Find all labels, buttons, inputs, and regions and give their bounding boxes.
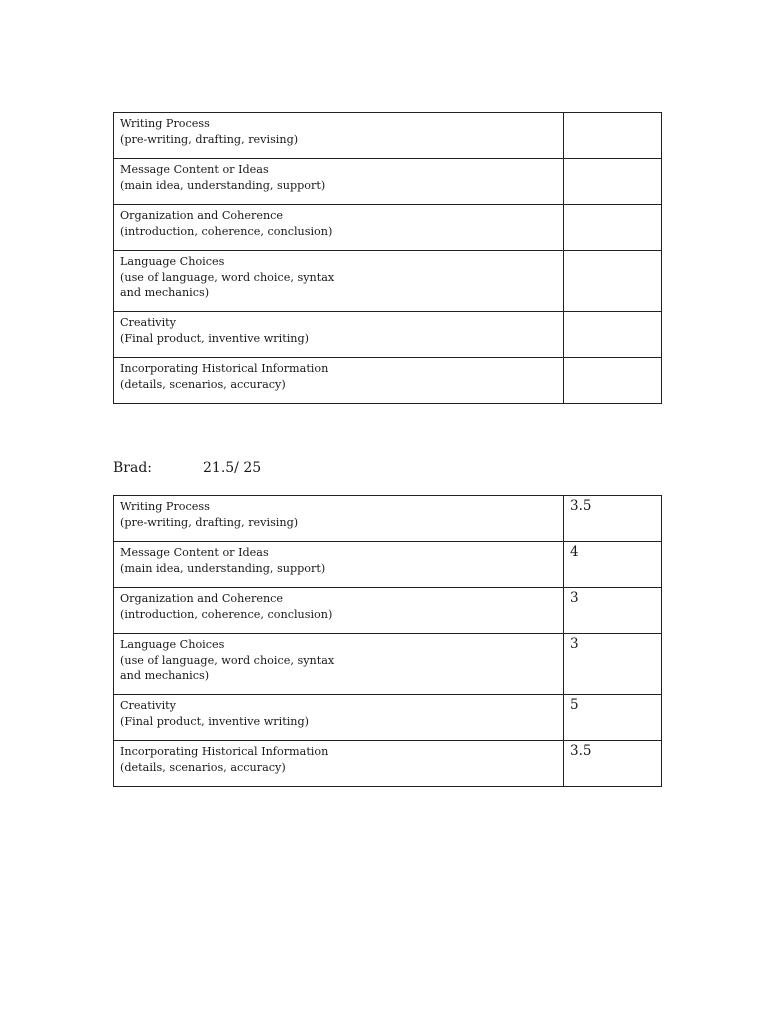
criterion-detail: (introduction, coherence, conclusion) xyxy=(120,607,333,621)
criterion-detail: (pre-writing, drafting, revising) xyxy=(120,515,299,529)
score-cell xyxy=(564,251,662,312)
criterion-title: Organization and Coherence xyxy=(120,209,284,222)
score-cell xyxy=(564,358,662,404)
rubric-row-organization xyxy=(114,588,662,634)
criterion-title: Incorporating Historical Information xyxy=(120,362,329,375)
criterion-title: Writing Process xyxy=(120,500,210,513)
criterion-title: Writing Process xyxy=(120,117,210,130)
rubric-row-message-content xyxy=(114,159,662,205)
criterion-title: Organization and Coherence xyxy=(120,592,284,605)
criterion-title: Creativity xyxy=(120,699,176,712)
criterion-detail: (Final product, inventive writing) xyxy=(120,331,310,345)
score-cell xyxy=(564,113,662,159)
score-cell xyxy=(564,312,662,358)
rubric-table-brad xyxy=(113,495,662,787)
criterion-detail: (use of language, word choice, syntax xyxy=(120,270,335,284)
criterion-title: Message Content or Ideas xyxy=(120,163,269,176)
criterion-detail: (details, scenarios, accuracy) xyxy=(120,377,286,391)
criterion-cell xyxy=(114,358,564,404)
criterion-detail: (use of language, word choice, syntax xyxy=(120,653,335,667)
criterion-cell xyxy=(114,634,564,695)
score-cell xyxy=(564,159,662,205)
criterion-detail: (details, scenarios, accuracy) xyxy=(120,760,286,774)
rubric-row-organization xyxy=(114,205,662,251)
rubric-row-language-choices xyxy=(114,251,662,312)
criterion-detail: (pre-writing, drafting, revising) xyxy=(120,132,299,146)
rubric-row-creativity xyxy=(114,312,662,358)
criterion-cell xyxy=(114,205,564,251)
criterion-title: Message Content or Ideas xyxy=(120,546,269,559)
criterion-cell xyxy=(114,312,564,358)
criterion-cell xyxy=(114,695,564,741)
student-total-score: 21.5/ 25 xyxy=(203,460,262,476)
criterion-detail: and mechanics) xyxy=(120,286,210,299)
rubric-row-historical-information xyxy=(114,741,662,787)
criterion-title: Incorporating Historical Information xyxy=(120,745,329,758)
criterion-cell xyxy=(114,496,564,542)
rubric-row-historical-information xyxy=(114,358,662,404)
student-name: Brad: xyxy=(113,460,153,476)
criterion-cell xyxy=(114,159,564,205)
score-cell: 3 xyxy=(564,634,662,695)
score-cell: 3.5 xyxy=(564,741,662,787)
criterion-detail: and mechanics) xyxy=(120,669,210,682)
rubric-table-blank xyxy=(113,112,662,404)
criterion-cell xyxy=(114,741,564,787)
criterion-cell xyxy=(114,588,564,634)
criterion-detail: (introduction, coherence, conclusion) xyxy=(120,224,333,238)
score-cell: 5 xyxy=(564,695,662,741)
criterion-detail: (Final product, inventive writing) xyxy=(120,714,310,728)
rubric-row-message-content xyxy=(114,542,662,588)
criterion-detail: (main idea, understanding, support) xyxy=(120,561,326,575)
score-cell: 4 xyxy=(564,542,662,588)
student-score-line xyxy=(113,458,262,478)
criterion-title: Language Choices xyxy=(120,638,225,651)
criterion-title: Language Choices xyxy=(120,255,225,268)
rubric-row-writing-process xyxy=(114,113,662,159)
criterion-title: Creativity xyxy=(120,316,176,329)
score-cell: 3.5 xyxy=(564,496,662,542)
score-cell xyxy=(564,205,662,251)
criterion-detail: (main idea, understanding, support) xyxy=(120,178,326,192)
criterion-cell xyxy=(114,251,564,312)
criterion-cell xyxy=(114,542,564,588)
criterion-cell xyxy=(114,113,564,159)
score-cell: 3 xyxy=(564,588,662,634)
rubric-row-writing-process xyxy=(114,496,662,542)
rubric-row-creativity xyxy=(114,695,662,741)
rubric-row-language-choices xyxy=(114,634,662,695)
